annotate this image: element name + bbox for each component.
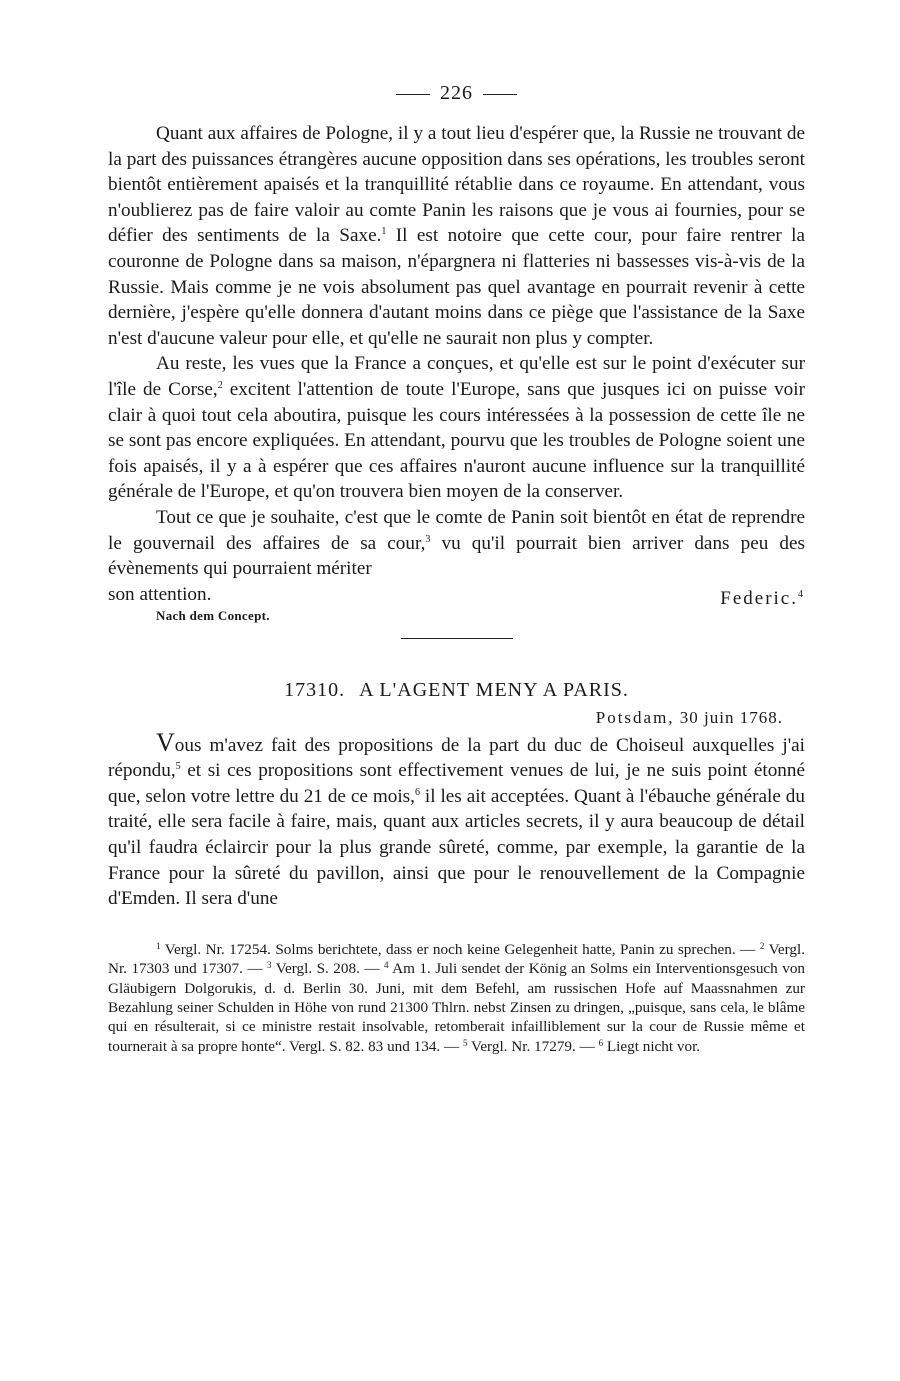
footnote-ref-4: 4	[798, 588, 805, 600]
closing-row	[108, 582, 805, 608]
paragraph-1	[108, 121, 805, 351]
letter-place: Potsdam,	[595, 707, 675, 727]
footnote-1-mark: 1	[156, 940, 161, 951]
page-number: 226	[440, 82, 473, 104]
footnote-1: Vergl. Nr. 17254. Solms berichtete, dass er noch keine Gelegenheit hatte, Panin zu sprechen. —	[160, 940, 756, 958]
paragraph-2	[108, 351, 805, 505]
footnote-ref-3: 3	[425, 533, 431, 545]
footnote-6: Liegt nicht vor.	[603, 1037, 701, 1055]
letter-heading	[108, 679, 805, 702]
signature-text: Federic.	[720, 587, 798, 609]
footnote-4: Am 1. Juli sendet der König an Solms ein Interventionsgesuch von Gläubigern Dolgorukis, d. d. Berlin 30. Juni, mit dem Befehl, am russischen Hofe auf Maassnahmen zur Bezahlung seiner Schulden in Höhe von rund 21300 Thlrn. nebst Zinsen zu dringen, „puisque, sans cela, le blâme qui en résulterait, si ce ministre restait insolvable, retomberait infailliblement sur la cour de Russie même et tournerait à sa propre honte“. Vergl. S. 82. 83 und 134. —	[108, 960, 806, 1055]
footnotes	[108, 940, 805, 1056]
concept-note: Nach dem Concept.	[156, 607, 270, 623]
place-date	[108, 708, 805, 728]
footnote-ref-6: 6	[414, 786, 420, 798]
paragraph-2-text-a: Au reste, les vues que la France a conçues, et qu'elle est sur le point d'exécuter sur l'île de Corse,	[108, 353, 805, 400]
letter-text-1: ous m'avez fait des propositions de la part du duc de Choiseul auxquelles j'ai répondu,	[108, 734, 805, 782]
paragraph-3-text-b: vu qu'il pourrait bien arriver dans peu des évènements qui pourraient mériter	[108, 532, 805, 580]
footnote-2-mark: 2	[759, 940, 765, 951]
footnote-4-mark: 4	[384, 960, 389, 971]
footnote-3-mark: 3	[267, 960, 272, 971]
paragraph-3	[108, 505, 805, 582]
header-dash-left	[396, 94, 430, 95]
signature	[720, 588, 805, 610]
letter-text-2: et si ces propositions sont effectivement venues de lui, je ne suis point étonné que, selon votre lettre du 21 de ce mois,	[108, 760, 805, 807]
footnote-5-mark: 5	[463, 1037, 468, 1048]
paragraph-1-text: Quant aux affaires de Pologne, il y a tout lieu d'espérer que, la Russie ne trouvant de la part des puissances étrangères aucune opposition dans ses opérations, les troubles seront bientôt entièrement apaisés et la tranquillité rétablie dans ce royaume. En attendant, vous n'oublierez pas de faire valoir au comte Panin les raisons que je vous ai fournies, pour se défier des sentiments de la Saxe.	[108, 123, 805, 247]
letter-date: 30 juin 1768.	[679, 707, 783, 727]
paragraph-2-text-b: excitent l'attention de toute l'Europe, sans que jusques ici on puisse voir clair à quoi tout cela aboutira, puisque les cours intéressées à la possession de cette île ne se sont pas encore expliquées. En attendant, pourvu que les troubles de Pologne soient une fois apaisés, il y a à espérer que ces affaires n'auront aucune influence sur la tranquillité générale de l'Europe, et qu'on trouvera bien moyen de la conserver.	[108, 378, 805, 503]
footnote-block	[108, 940, 805, 1056]
paragraph-1-rest: Il est notoire que cette cour, pour faire rentrer la couronne de Pologne dans sa maison, n'épargnera ni flatteries ni bassesses vis-à-vis de la Russie. Mais comme je ne vois absolument pas quel avantage en pourrait revenir à cette dernière, j'espère qu'elle donnera d'autant moins dans ce piège que l'assistance de la Saxe n'est d'aucune valeur pour elle, et qu'elle ne saurait non plus y compter.	[108, 225, 805, 349]
section-divider	[401, 638, 513, 639]
drop-cap: V	[156, 727, 175, 757]
footnote-5: Vergl. Nr. 17279. —	[467, 1037, 595, 1055]
letter-paragraph	[108, 727, 805, 912]
page-header	[108, 82, 805, 105]
paragraph-3-last-line: son attention.	[108, 583, 212, 605]
footnote-3: Vergl. S. 208. —	[271, 960, 380, 978]
page	[108, 82, 805, 1056]
header-dash-right	[483, 94, 517, 95]
footnote-ref-2: 2	[217, 379, 223, 391]
footnote-2: Vergl. Nr. 17303 und 17307. —	[108, 940, 805, 978]
footnote-ref-1: 1	[381, 226, 387, 238]
letter-number: 17310.	[284, 678, 346, 701]
letter-text-3: il les ait acceptées. Quant à l'ébauche générale du traité, elle sera facile à faire, mais, quant aux articles secrets, il y aura beaucoup de détail qu'il faudra éclaircir pour la plus grande sûreté, comme, par exemple, la garantie de la France pour la sûreté du pavillon, ainsi que pour le renouvellement de la Compagnie d'Emden. Il sera d'une	[108, 785, 805, 910]
paragraph-3-text-a: Tout ce que je souhaite, c'est que le comte de Panin soit bientôt en état de reprendre le gouvernail des affaires de sa cour,	[108, 506, 805, 554]
footnote-6-mark: 6	[598, 1037, 604, 1048]
letter-title: A L'AGENT MENY A PARIS.	[359, 678, 629, 701]
footnote-ref-5: 5	[175, 761, 181, 773]
